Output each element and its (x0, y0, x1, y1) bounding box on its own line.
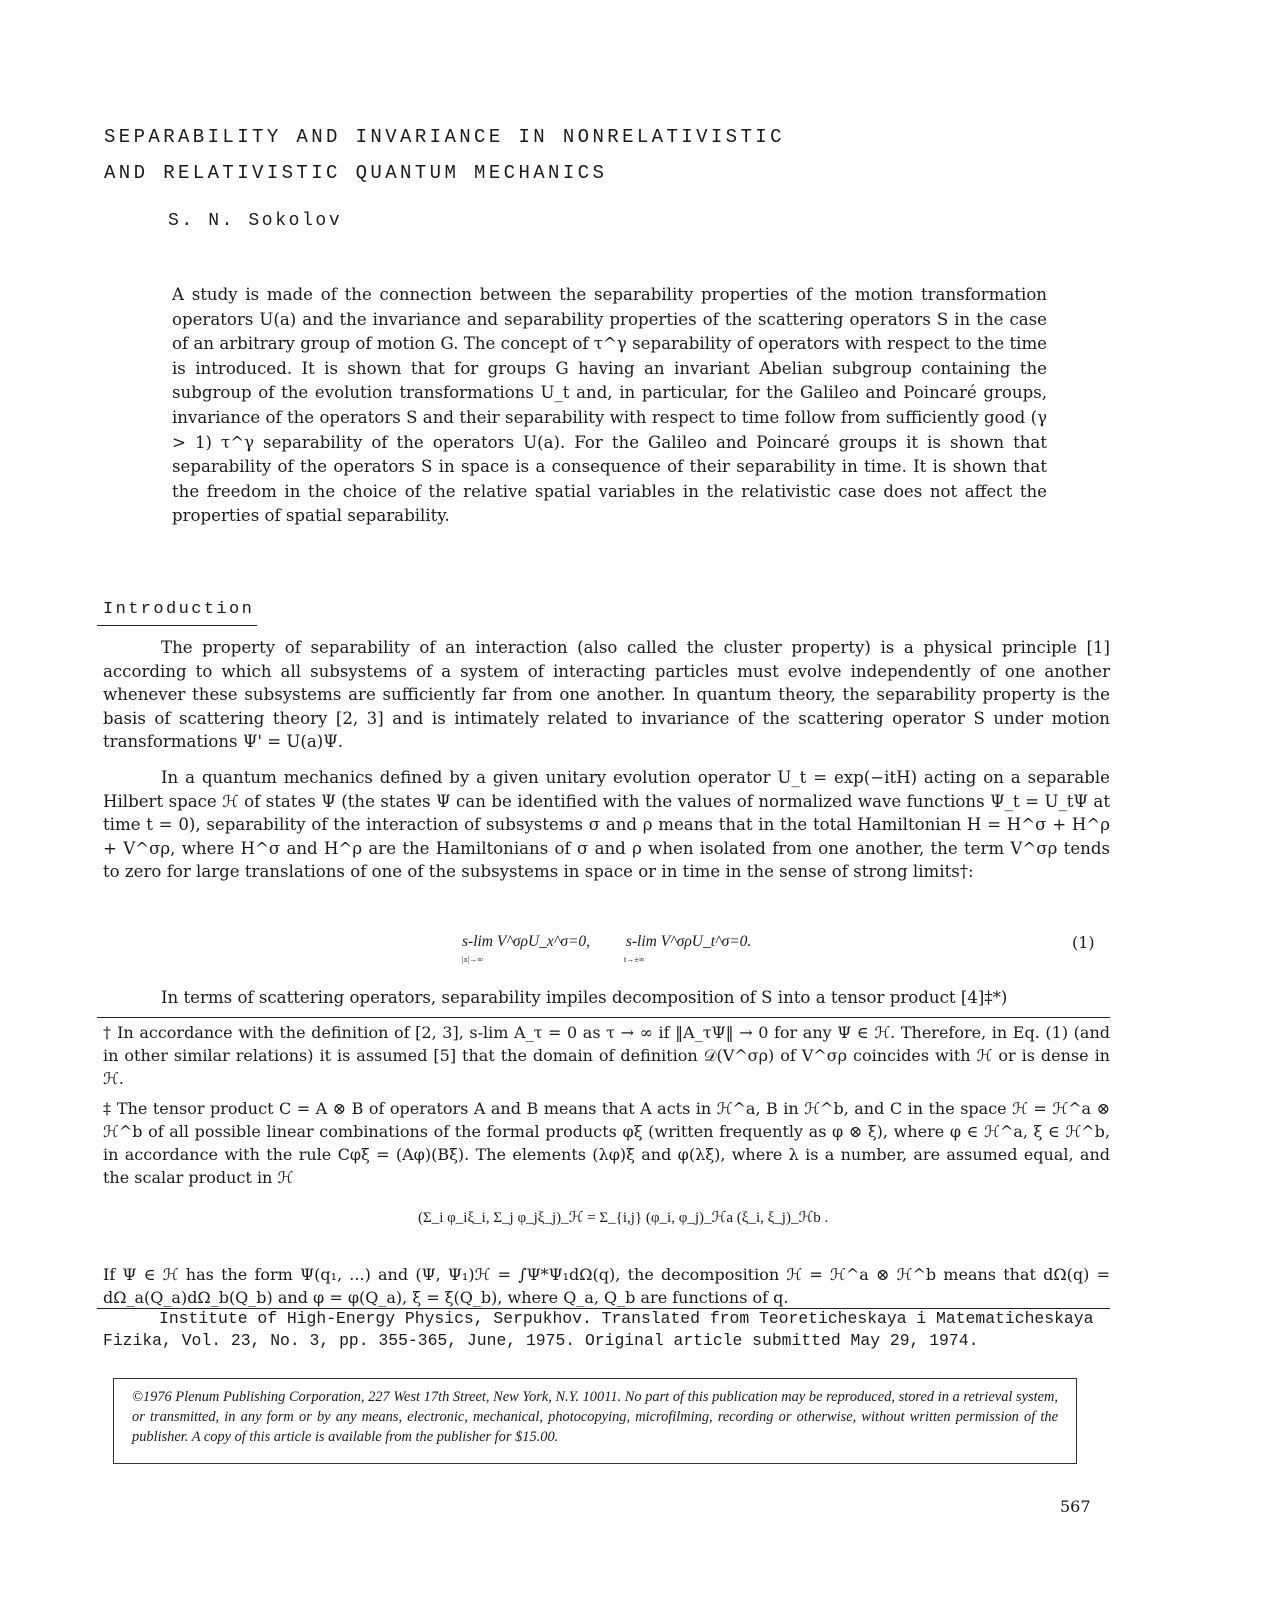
institute-line-2: Fizika, Vol. 23, No. 3, pp. 355-365, June, 1975. Original article submitted May 29, 1974. (103, 1331, 979, 1350)
section-heading-introduction: Introduction (103, 600, 255, 619)
equation-1-left: s-lim V^σρU_x^σ=0, (462, 933, 591, 950)
intro-paragraph-3: In terms of scattering operators, separability impiles decomposition of S into a tensor product [4]‡*) (161, 988, 1008, 1007)
section-heading-underline (97, 625, 257, 626)
copyright-text: ©1976 Plenum Publishing Corporation, 227 West 17th Street, New York, N.Y. 10011. No part of this publication may be reproduced, stored in a retrieval system, or transmitted, in any form or by any means, electronic, mechanical, photocopying, microfilming, recording or otherwise, without written permission of the publisher. A copy of this article is available from the publisher for $15.00. (132, 1389, 1058, 1445)
abstract: A study is made of the connection between the separability properties of the motion transformation operators U(a) and the invariance and separability properties of the scattering operators S in the case of an arbitrary group of motion G. The concept of τ^γ separability of operators with respect to the time is introduced. It is shown that for groups G having an invariant Abelian subgroup containing the subgroup of the evolution transformations U_t and, in particular, for the Galileo and Poincaré groups, invariance of the operators S and their separability with respect to time follow from sufficiently good (γ > 1) τ^γ separability of the operators U(a). For the Galileo and Poincaré groups it is shown that separability of the operators S in space is a consequence of their separability in time. It is shown that the freedom in the choice of the relative spatial variables in the relativistic case does not affect the properties of spatial separability. (172, 285, 1047, 526)
footnote-double-dagger: ‡ The tensor product C = A ⊗ B of operators A and B means that A acts in ℋ^a, B in ℋ^b, and C in the space ℋ = ℋ^a ⊗ ℋ^b of all possible linear combinations of the formal products φξ (written frequently as φ ⊗ ξ), where φ ∈ ℋ^a, ξ ∈ ℋ^b, in accordance with the rule Cφξ = (Aφ)(Bξ). The elements (λφ)ξ and φ(λξ), where λ is a number, are assumed equal, and the scalar product in ℋ (103, 1099, 1110, 1187)
footnote-separator (97, 1017, 1110, 1018)
page-number: 567 (1060, 1497, 1091, 1516)
article-title-line-2: AND RELATIVISTIC QUANTUM MECHANICS (104, 162, 608, 184)
intro-paragraph-2: In a quantum mechanics defined by a given unitary evolution operator U_t = exp(−itH) acting on a separable Hilbert space ℋ of states Ψ (the states Ψ can be identified with the values of normalized wave functions Ψ_t = U_tΨ at time t = 0), separability of the interaction of subsystems σ and ρ means that in the total Hamiltonian H = H^σ + H^ρ + V^σρ, where H^σ and H^ρ are the Hamiltonians of σ and ρ when isolated from one another, the term V^σρ tends to zero for large translations of one of the subsystems in space or in time in the sense of strong limits†: (103, 768, 1110, 881)
intro-paragraph-1: The property of separability of an interaction (also called the cluster property) is a physical principle [1] according to which all subsystems of a system of interacting particles must evolve independently of one another whenever these subsystems are sufficiently far from one another. In quantum theory, the separability property is the basis of scattering theory [2, 3] and is intimately related to invariance of the scattering operator S under motion transformations Ψ' = U(a)Ψ. (103, 638, 1110, 751)
article-title-line-1: SEPARABILITY AND INVARIANCE IN NONRELATIVISTIC (104, 126, 785, 148)
institute-note (103, 1308, 1113, 1352)
institute-line-1: Institute of High-Energy Physics, Serpukhov. Translated from Teoreticheskaya i Matematicheskaya (159, 1309, 1094, 1328)
equation-1-left-limit: |x|→∞ (462, 955, 483, 964)
author-name: S. N. Sokolov (168, 211, 343, 231)
footnote-continuation: If Ψ ∈ ℋ has the form Ψ(q₁, ...) and (Ψ, Ψ₁)ℋ = ∫Ψ*Ψ₁dΩ(q), the decomposition ℋ = ℋ^a ⊗ ℋ^b means that dΩ(q) = dΩ_a(Q_a)dΩ_b(Q_b) and φ = φ(Q_a), ξ = ξ(Q_b), where Q_a, Q_b are functions of q. (103, 1265, 1110, 1307)
equation-1-right: s-lim V^σρU_t^σ=0. (625, 933, 752, 950)
equation-1 (462, 933, 752, 964)
footnote-dagger: † In accordance with the definition of [2, 3], s-lim A_τ = 0 as τ → ∞ if ‖A_τΨ‖ → 0 for any Ψ ∈ ℋ. Therefore, in Eq. (1) (and in other similar relations) it is assumed [5] that the domain of definition 𝒟(V^σρ) of V^σρ coincides with ℋ or is dense in ℋ. (103, 1023, 1110, 1088)
equation-scalar-product: (Σ_i φ_iξ_i, Σ_j φ_jξ_j)_ℋ = Σ_{i,j} (φ_i, φ_j)_ℋa (ξ_i, ξ_j)_ℋb . (418, 1210, 829, 1226)
equation-1-right-limit: t→±∞ (624, 955, 645, 964)
equation-1-number: (1) (1072, 933, 1095, 952)
copyright-box (113, 1378, 1077, 1464)
